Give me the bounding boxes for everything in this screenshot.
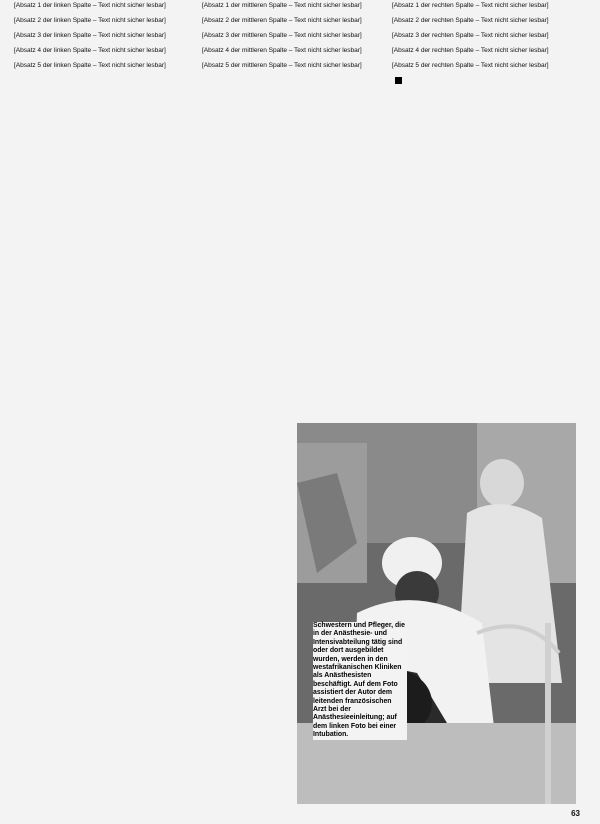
text-column-right bbox=[392, 2, 572, 416]
paragraph: [Absatz 5 der mittleren Spalte – Text nicht sicher lesbar] bbox=[202, 62, 362, 70]
paragraph: [Absatz 4 der rechten Spalte – Text nicht sicher lesbar] bbox=[392, 47, 549, 55]
paragraph: [Absatz 3 der rechten Spalte – Text nicht sicher lesbar] bbox=[392, 32, 549, 40]
paragraph: [Absatz 3 der mittleren Spalte – Text nicht sicher lesbar] bbox=[202, 32, 362, 40]
paragraph: [Absatz 1 der linken Spalte – Text nicht sicher lesbar] bbox=[14, 2, 166, 9]
paragraph: [Absatz 2 der rechten Spalte – Text nicht sicher lesbar] bbox=[392, 17, 549, 25]
photo-illustration bbox=[297, 423, 576, 804]
paragraph: [Absatz 2 der linken Spalte – Text nicht sicher lesbar] bbox=[14, 17, 166, 25]
paragraph: [Absatz 4 der mittleren Spalte – Text nicht sicher lesbar] bbox=[202, 47, 362, 55]
caption-text: Schwestern und Pfleger, die in der Anästhesie- und Intensivabteilung tätig sind oder dort ausgebildet wurden, werden in den westafrikanischen Kliniken als Anästhesisten beschäftigt. Auf dem Foto assistiert der Autor dem leitenden französischen Arzt bei der Anästhesieeinleitung; auf dem linken Foto bei einer Intubation. bbox=[313, 622, 405, 739]
photo-caption bbox=[313, 622, 407, 740]
text-column-middle bbox=[202, 2, 380, 416]
paragraph: [Absatz 5 der linken Spalte – Text nicht sicher lesbar] bbox=[14, 62, 166, 70]
article-end-mark bbox=[395, 77, 402, 84]
paragraph: [Absatz 1 der mittleren Spalte – Text nicht sicher lesbar] bbox=[202, 2, 362, 9]
text-column-left bbox=[14, 2, 190, 804]
paragraph: [Absatz 4 der linken Spalte – Text nicht sicher lesbar] bbox=[14, 47, 166, 55]
page-number: 63 bbox=[571, 809, 580, 818]
paragraph: [Absatz 2 der mittleren Spalte – Text nicht sicher lesbar] bbox=[202, 17, 362, 25]
paragraph: [Absatz 3 der linken Spalte – Text nicht sicher lesbar] bbox=[14, 32, 166, 40]
hospital-photo bbox=[297, 423, 576, 804]
paragraph: [Absatz 5 der rechten Spalte – Text nicht sicher lesbar] bbox=[392, 62, 549, 70]
paragraph: [Absatz 1 der rechten Spalte – Text nicht sicher lesbar] bbox=[392, 2, 549, 9]
